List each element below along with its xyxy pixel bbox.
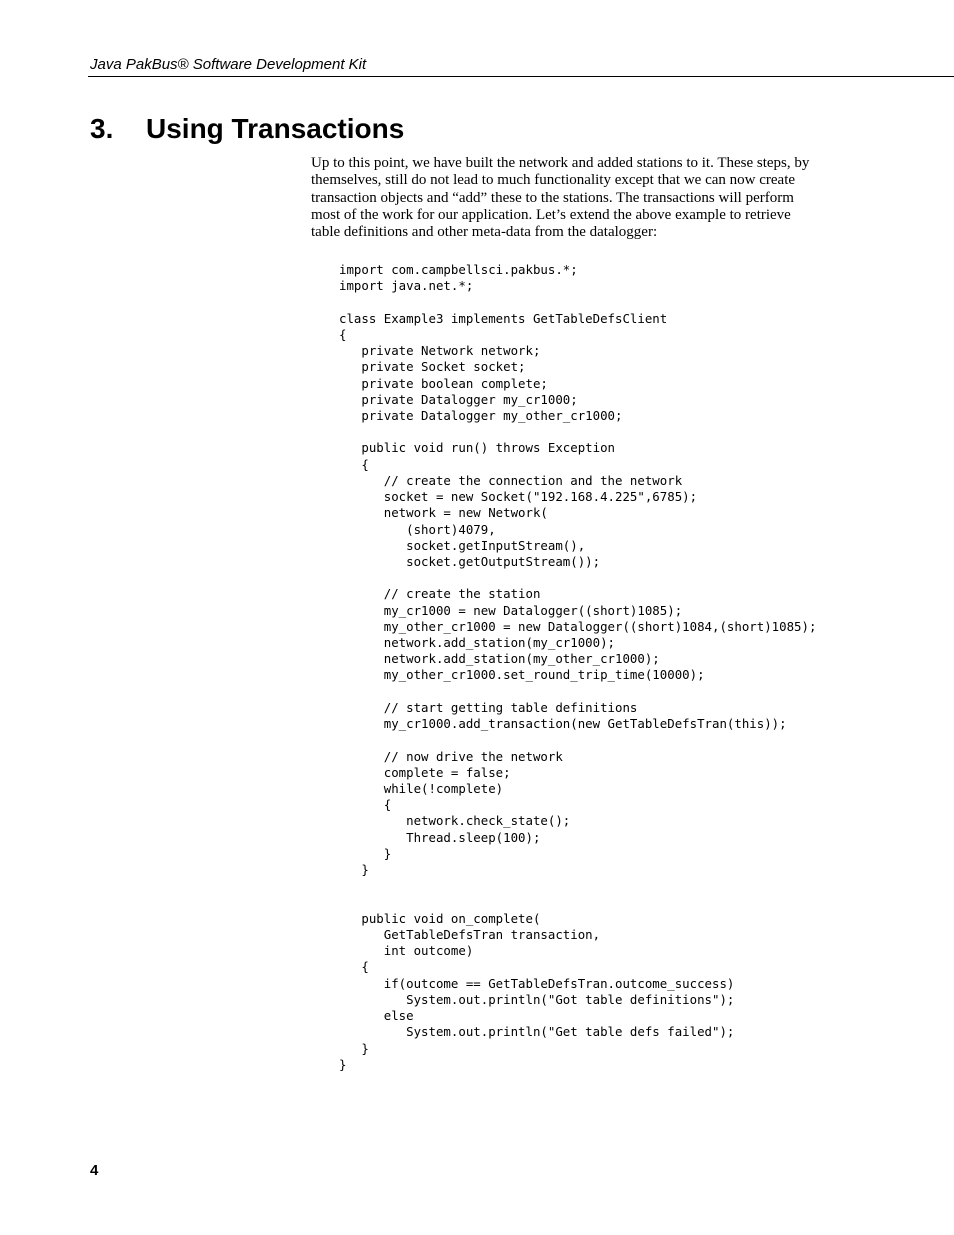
code-line: { <box>339 326 347 342</box>
code-line: else <box>339 1008 414 1024</box>
code-line: import com.campbellsci.pakbus.*; <box>339 262 578 277</box>
code-line: network.add_station(my_cr1000); <box>339 635 616 651</box>
code-listing <box>339 262 816 1073</box>
code-line: { <box>339 959 369 975</box>
code-line: // create the station <box>339 586 541 602</box>
code-line: System.out.println("Got table definitions"); <box>339 991 735 1007</box>
code-line: // now drive the network <box>339 748 563 764</box>
code-line: System.out.println("Get table defs failed"); <box>339 1024 735 1040</box>
header-divider <box>88 76 954 77</box>
code-line: (short)4079, <box>339 521 496 537</box>
code-line: private Datalogger my_other_cr1000; <box>339 407 623 423</box>
code-line <box>339 895 816 911</box>
code-line: my_cr1000.add_transaction(new GetTableDefsTran(this)); <box>339 716 787 732</box>
code-line: } <box>339 1056 347 1072</box>
code-line <box>339 732 816 748</box>
code-line: public void on_complete( <box>339 910 541 926</box>
code-line: public void run() throws Exception <box>339 440 616 456</box>
page-number: 4 <box>90 1162 99 1179</box>
code-line: while(!complete) <box>339 781 504 796</box>
chapter-heading <box>90 113 404 145</box>
chapter-title: Using Transactions <box>146 113 405 144</box>
code-line: my_other_cr1000.set_round_trip_time(10000); <box>339 667 705 683</box>
code-line: { <box>339 797 392 813</box>
code-line <box>339 878 816 894</box>
code-line: my_other_cr1000 = new Datalogger((short)1084,(short)1085); <box>339 618 817 634</box>
code-line <box>339 294 816 310</box>
code-line: private Network network; <box>339 343 541 359</box>
code-line <box>339 684 816 700</box>
code-line: { <box>339 456 369 472</box>
code-line: network.check_state(); <box>339 813 571 829</box>
code-line: private boolean complete; <box>339 375 548 391</box>
code-line: network = new Network( <box>339 505 548 521</box>
code-line: } <box>339 862 369 878</box>
code-line <box>339 570 816 586</box>
running-header: Java PakBus® Software Development Kit <box>90 56 367 73</box>
chapter-number: 3. <box>90 113 114 144</box>
code-line <box>339 424 816 440</box>
code-line: // start getting table definitions <box>339 699 638 715</box>
code-line: my_cr1000 = new Datalogger((short)1085); <box>339 602 683 618</box>
code-line: import java.net.*; <box>339 278 474 294</box>
code-line: socket.getInputStream(), <box>339 537 586 553</box>
code-line: private Datalogger my_cr1000; <box>339 391 578 407</box>
code-line: int outcome) <box>339 943 474 959</box>
code-line: socket.getOutputStream()); <box>339 553 601 569</box>
code-line: complete = false; <box>339 764 511 780</box>
code-line: network.add_station(my_other_cr1000); <box>339 651 660 667</box>
code-line: // create the connection and the network <box>339 472 683 488</box>
intro-paragraph: Up to this point, we have built the network and added stations to it. These steps, by themselves, still do not lead to much functionality except that we can now create transaction objects and “add” these to the stations. The transactions will perform most of the work for our application. Let’s extend the above example to retrieve table definitions and other meta-data from the datalogger: <box>311 155 810 241</box>
code-line: if(outcome == GetTableDefsTran.outcome_success) <box>339 975 735 991</box>
code-line: private Socket socket; <box>339 359 526 375</box>
code-line: GetTableDefsTran transaction, <box>339 926 601 942</box>
code-line: Thread.sleep(100); <box>339 829 541 845</box>
code-line: } <box>339 1040 369 1056</box>
code-line: socket = new Socket("192.168.4.225",6785); <box>339 489 698 505</box>
code-line: class Example3 implements GetTableDefsClient <box>339 310 668 326</box>
code-line: } <box>339 845 392 861</box>
